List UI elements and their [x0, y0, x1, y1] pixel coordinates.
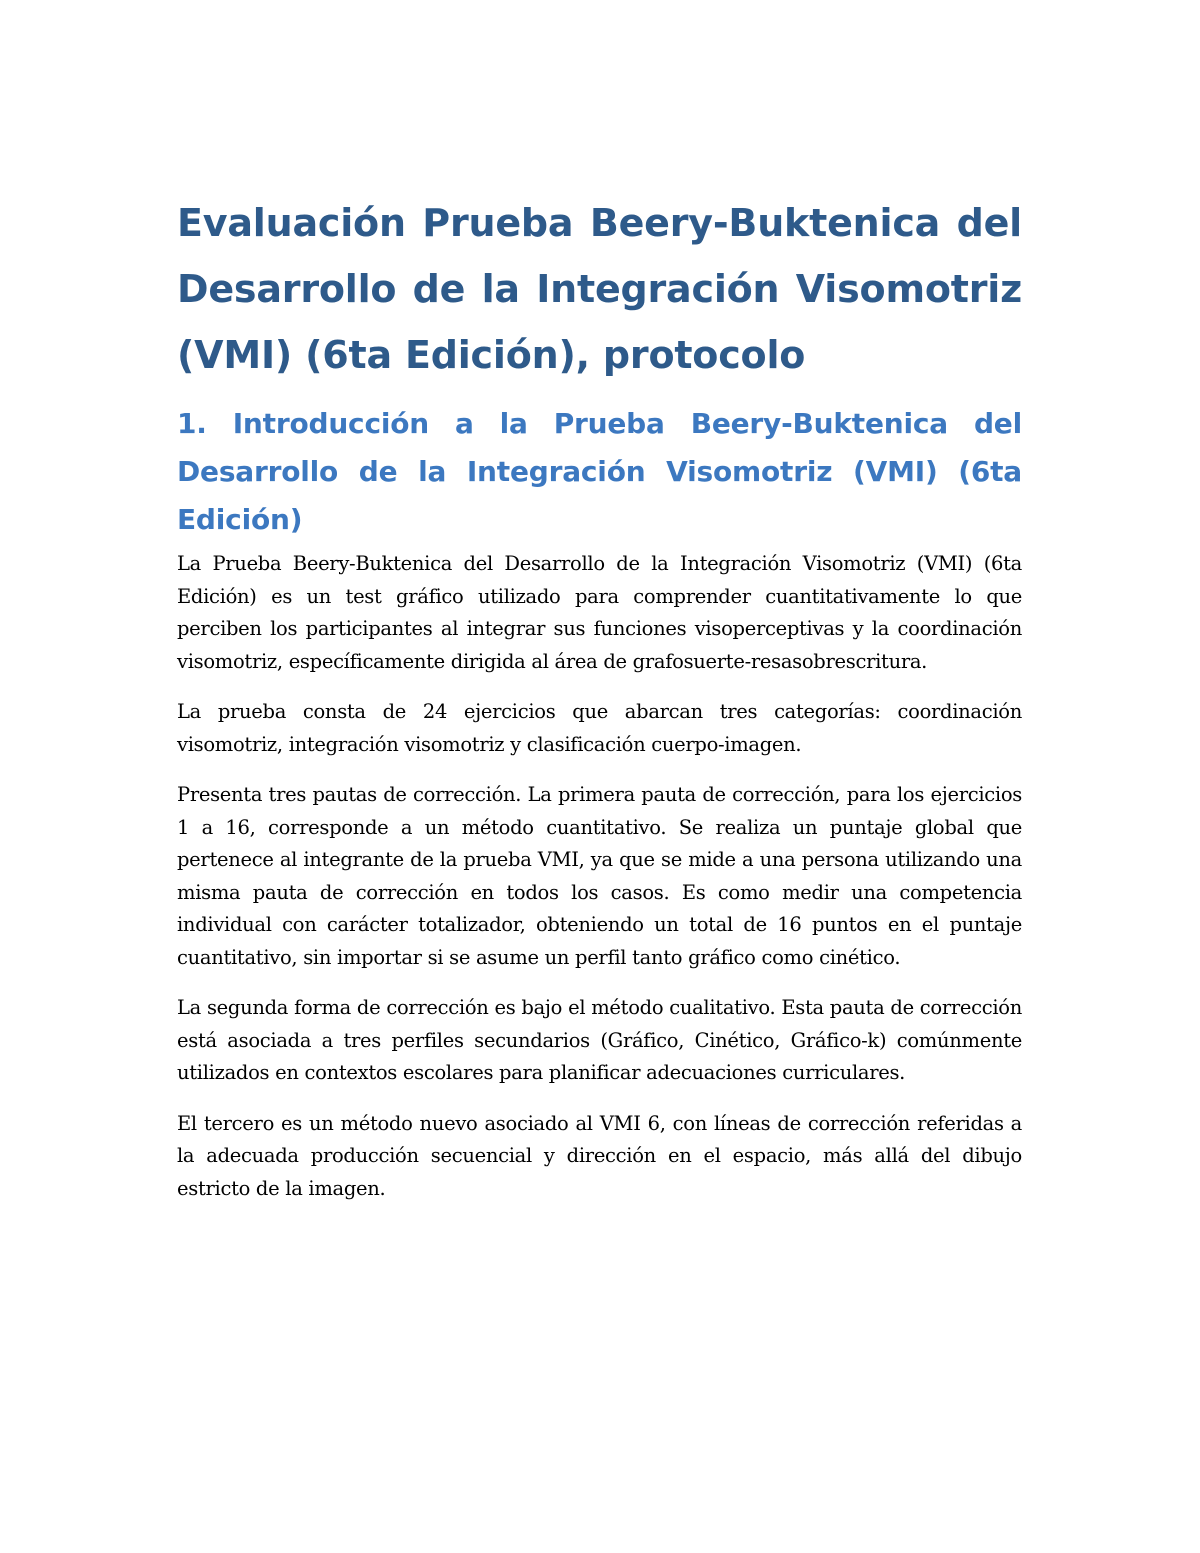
paragraph-third-correction: El tercero es un método nuevo asociado al VMI 6, con líneas de corrección referidas a la adecuada producción secuencial y dirección en el espacio, más allá del dibujo estricto de la imagen. — [177, 1111, 1022, 1200]
paragraph-first-correction: Presenta tres pautas de corrección. La primera pauta de corrección, para los ejercicios 1 a 16, corresponde a un método cuantitativo. Se realiza un puntaje global que pertenece al integrante de la prueba VMI, ya que se mide a una persona utilizando una misma pauta de corrección en todos los casos. Es como medir una competencia individual con carácter totalizador, obteniendo un total de 16 puntos en el puntaje cuantitativo, sin importar si se asume un perfil tanto gráfico como cinético. — [177, 783, 1022, 969]
paragraph-intro: La Prueba Beery-Buktenica del Desarrollo de la Integración Visomotriz (VMI) (6ta Edición) es un test gráfico utilizado para comprender cuantitativamente lo que perciben los participantes al integrar sus funciones visoperceptivas y la coordinación visomotriz, específicamente dirigida al área de grafosuerte-resasobrescritura. — [177, 552, 1022, 673]
paragraph-exercises: La prueba consta de 24 ejercicios que abarcan tres categorías: coordinación visomotriz, integración visomotriz y clasificación cuerpo-imagen. — [177, 700, 1022, 756]
section-heading: 1. Introducción a la Prueba Beery-Buktenica del Desarrollo de la Integración Visomotriz (VMI) (6ta Edición) — [177, 407, 1022, 536]
paragraph-second-correction: La segunda forma de corrección es bajo el método cualitativo. Esta pauta de corrección está asociada a tres perfiles secundarios (Gráfico, Cinético, Gráfico-k) comúnmente utilizados en contextos escolares para planificar adecuaciones curriculares. — [177, 996, 1022, 1084]
document-title: Evaluación Prueba Beery-Buktenica del Desarrollo de la Integración Visomotriz (VMI) (6ta Edición), protocolo — [177, 201, 1022, 377]
document-page — [177, 190, 1022, 1223]
